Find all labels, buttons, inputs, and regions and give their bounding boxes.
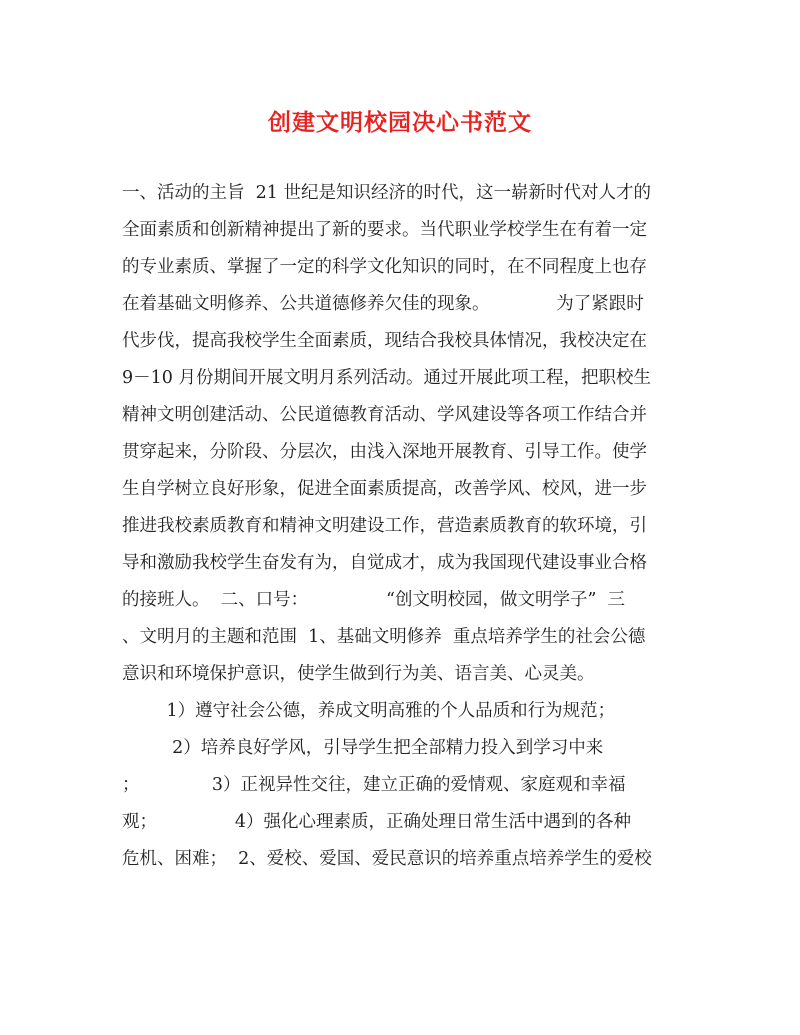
body-line: 的专业素质、掌握了一定的科学文化知识的同时，在不同程度上也存 [122,257,647,277]
body-line: 意识和环境保护意识，使学生做到行为美、语言美、心灵美。 [122,664,595,684]
body-line: 1）遵守社会公德，养成文明高雅的个人品质和行为规范； [122,701,616,721]
body-line: 的接班人。 二、口号： “创文明校园，做文明学子” 三 [122,590,626,610]
body-line: 全面素质和创新精神提出了新的要求。当代职业学校学生在有着一定 [122,220,647,240]
body-line: ； 3）正视异性交往，建立正确的爱情观、家庭观和幸福 [122,775,626,795]
document-title: 创建文明校园决心书范文 [268,109,532,136]
body-line: 生自学树立良好形象，促进全面素质提高，改善学风、校风，进一步 [122,479,647,499]
body-line: 观； 4）强化心理素质，正确处理日常生活中遇到的各种 [122,812,632,832]
body-line: 推进我校素质教育和精神文明建设工作，营造素质教育的软环境，引 [122,516,647,536]
body-line: 危机、困难； 2、爱校、爱国、爱民意识的培养重点培养学生的爱校 [122,849,652,869]
body-line: 导和激励我校学生奋发有为，自觉成才，成为我国现代建设事业合格 [122,553,647,573]
body-line: 贯穿起来，分阶段、分层次，由浅入深地开展教育、引导工作。使学 [122,442,647,462]
body-line: 在着基础文明修养、公共道德修养欠佳的现象。 为了紧跟时 [122,294,644,314]
body-line: 2）培养良好学风，引导学生把全部精力投入到学习中来 [122,738,604,758]
body-line: 精神文明创建活动、公民道德教育活动、学风建设等各项工作结合并 [122,405,647,425]
body-line: 、文明月的主题和范围 1、基础文明修养 重点培养学生的社会公德 [122,627,646,647]
body-line: 一、活动的主旨 21 世纪是知识经济的时代，这一崭新时代对人才的 [122,183,651,203]
body-line: 代步伐，提高我校学生全面素质，现结合我校具体情况，我校决定在 [122,331,647,351]
body-line: 9－10 月份期间开展文明月系列活动。通过开展此项工程，把职校生 [122,368,651,388]
